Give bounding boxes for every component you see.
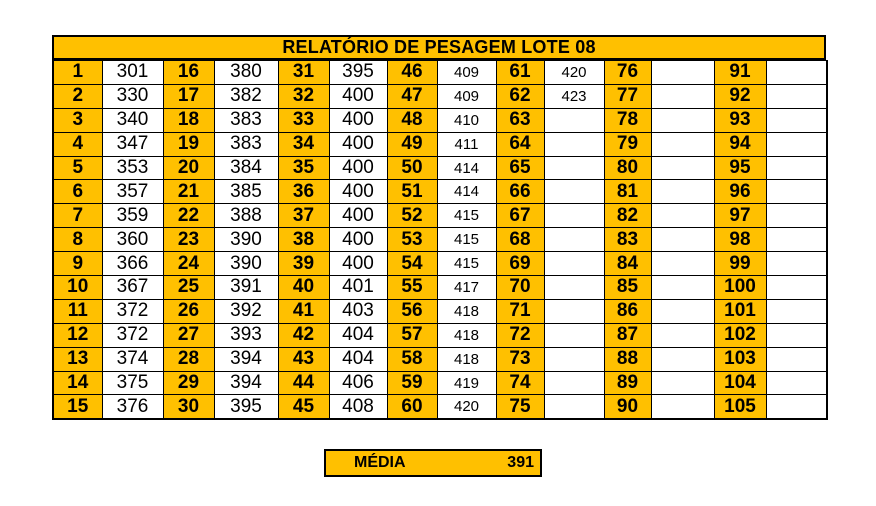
weighing-report: [52, 35, 826, 420]
weight-cell: 376: [102, 395, 163, 419]
animal-number-cell: 99: [714, 252, 766, 276]
weight-cell: 340: [102, 108, 163, 132]
animal-number-cell: 89: [604, 371, 651, 395]
weight-cell: [544, 132, 604, 156]
animal-number-cell: 15: [53, 395, 102, 419]
weight-cell: 301: [102, 61, 163, 85]
animal-number-cell: 84: [604, 252, 651, 276]
table-row: [53, 61, 827, 85]
animal-number-cell: 22: [163, 204, 214, 228]
weight-cell: [651, 61, 714, 85]
animal-number-cell: 63: [496, 108, 544, 132]
animal-number-cell: 7: [53, 204, 102, 228]
weight-cell: [544, 228, 604, 252]
animal-number-cell: 48: [387, 108, 437, 132]
weight-cell: 390: [214, 228, 278, 252]
animal-number-cell: 73: [496, 347, 544, 371]
animal-number-cell: 70: [496, 276, 544, 300]
weight-cell: [651, 276, 714, 300]
animal-number-cell: 93: [714, 108, 766, 132]
weight-cell: [544, 323, 604, 347]
animal-number-cell: 40: [278, 276, 329, 300]
weight-cell: 404: [329, 347, 387, 371]
animal-number-cell: 39: [278, 252, 329, 276]
animal-number-cell: 13: [53, 347, 102, 371]
animal-number-cell: 23: [163, 228, 214, 252]
weight-cell: [766, 276, 827, 300]
weight-cell: 400: [329, 252, 387, 276]
report-title: RELATÓRIO DE PESAGEM LOTE 08: [52, 35, 826, 60]
weight-cell: 382: [214, 84, 278, 108]
weight-cell: [766, 132, 827, 156]
weights-table: [52, 60, 828, 420]
table-row: [53, 299, 827, 323]
weight-cell: [766, 371, 827, 395]
weight-cell: [651, 180, 714, 204]
weight-cell: [766, 395, 827, 419]
weight-cell: [544, 276, 604, 300]
weight-cell: [651, 108, 714, 132]
animal-number-cell: 17: [163, 84, 214, 108]
animal-number-cell: 25: [163, 276, 214, 300]
weight-cell: 418: [437, 323, 496, 347]
weight-cell: 384: [214, 156, 278, 180]
animal-number-cell: 9: [53, 252, 102, 276]
animal-number-cell: 2: [53, 84, 102, 108]
animal-number-cell: 57: [387, 323, 437, 347]
animal-number-cell: 65: [496, 156, 544, 180]
animal-number-cell: 83: [604, 228, 651, 252]
animal-number-cell: 86: [604, 299, 651, 323]
animal-number-cell: 105: [714, 395, 766, 419]
weight-cell: [766, 347, 827, 371]
weight-cell: 383: [214, 132, 278, 156]
animal-number-cell: 52: [387, 204, 437, 228]
animal-number-cell: 101: [714, 299, 766, 323]
animal-number-cell: 60: [387, 395, 437, 419]
animal-number-cell: 88: [604, 347, 651, 371]
weight-cell: 408: [329, 395, 387, 419]
animal-number-cell: 42: [278, 323, 329, 347]
animal-number-cell: 50: [387, 156, 437, 180]
weight-cell: 415: [437, 252, 496, 276]
weight-cell: [651, 252, 714, 276]
weight-cell: 400: [329, 204, 387, 228]
animal-number-cell: 103: [714, 347, 766, 371]
weight-cell: [766, 180, 827, 204]
animal-number-cell: 32: [278, 84, 329, 108]
weights-table-body: [53, 61, 827, 419]
animal-number-cell: 16: [163, 61, 214, 85]
weight-cell: [544, 156, 604, 180]
animal-number-cell: 102: [714, 323, 766, 347]
weight-cell: 353: [102, 156, 163, 180]
weight-cell: 400: [329, 84, 387, 108]
weight-cell: 400: [329, 228, 387, 252]
weight-cell: 372: [102, 323, 163, 347]
weight-cell: 423: [544, 84, 604, 108]
table-row: [53, 180, 827, 204]
weight-cell: 414: [437, 156, 496, 180]
average-value: 391: [507, 454, 534, 471]
weight-cell: 366: [102, 252, 163, 276]
animal-number-cell: 78: [604, 108, 651, 132]
animal-number-cell: 98: [714, 228, 766, 252]
animal-number-cell: 1: [53, 61, 102, 85]
weight-cell: [766, 323, 827, 347]
weight-cell: 417: [437, 276, 496, 300]
weight-cell: 415: [437, 204, 496, 228]
animal-number-cell: 82: [604, 204, 651, 228]
weight-cell: 410: [437, 108, 496, 132]
weight-cell: 404: [329, 323, 387, 347]
weight-cell: 380: [214, 61, 278, 85]
weight-cell: 395: [329, 61, 387, 85]
weight-cell: [544, 371, 604, 395]
weight-cell: [766, 108, 827, 132]
weight-cell: 359: [102, 204, 163, 228]
table-row: [53, 347, 827, 371]
table-row: [53, 276, 827, 300]
animal-number-cell: 20: [163, 156, 214, 180]
animal-number-cell: 26: [163, 299, 214, 323]
weight-cell: 388: [214, 204, 278, 228]
animal-number-cell: 96: [714, 180, 766, 204]
weight-cell: 372: [102, 299, 163, 323]
weight-cell: 393: [214, 323, 278, 347]
weight-cell: [766, 252, 827, 276]
weight-cell: [651, 323, 714, 347]
weight-cell: 409: [437, 61, 496, 85]
animal-number-cell: 71: [496, 299, 544, 323]
weight-cell: [651, 228, 714, 252]
weight-cell: 357: [102, 180, 163, 204]
animal-number-cell: 61: [496, 61, 544, 85]
animal-number-cell: 14: [53, 371, 102, 395]
weight-cell: 414: [437, 180, 496, 204]
weight-cell: 409: [437, 84, 496, 108]
animal-number-cell: 67: [496, 204, 544, 228]
weight-cell: 394: [214, 371, 278, 395]
animal-number-cell: 80: [604, 156, 651, 180]
table-row: [53, 108, 827, 132]
table-row: [53, 156, 827, 180]
animal-number-cell: 75: [496, 395, 544, 419]
weight-cell: 391: [214, 276, 278, 300]
weight-cell: [651, 132, 714, 156]
animal-number-cell: 6: [53, 180, 102, 204]
weight-cell: [544, 347, 604, 371]
animal-number-cell: 35: [278, 156, 329, 180]
animal-number-cell: 58: [387, 347, 437, 371]
animal-number-cell: 97: [714, 204, 766, 228]
animal-number-cell: 38: [278, 228, 329, 252]
weight-cell: 415: [437, 228, 496, 252]
animal-number-cell: 95: [714, 156, 766, 180]
weight-cell: 367: [102, 276, 163, 300]
weight-cell: 420: [544, 61, 604, 85]
table-row: [53, 323, 827, 347]
weight-cell: 401: [329, 276, 387, 300]
animal-number-cell: 69: [496, 252, 544, 276]
weight-cell: [544, 299, 604, 323]
weight-cell: [544, 108, 604, 132]
weight-cell: [544, 395, 604, 419]
weight-cell: 418: [437, 347, 496, 371]
table-row: [53, 228, 827, 252]
weight-cell: 419: [437, 371, 496, 395]
animal-number-cell: 19: [163, 132, 214, 156]
weight-cell: [766, 228, 827, 252]
weight-cell: 400: [329, 108, 387, 132]
animal-number-cell: 36: [278, 180, 329, 204]
animal-number-cell: 4: [53, 132, 102, 156]
animal-number-cell: 74: [496, 371, 544, 395]
animal-number-cell: 43: [278, 347, 329, 371]
animal-number-cell: 8: [53, 228, 102, 252]
weight-cell: 390: [214, 252, 278, 276]
weight-cell: [766, 61, 827, 85]
weight-cell: [544, 180, 604, 204]
table-row: [53, 395, 827, 419]
animal-number-cell: 87: [604, 323, 651, 347]
weight-cell: 385: [214, 180, 278, 204]
animal-number-cell: 76: [604, 61, 651, 85]
animal-number-cell: 85: [604, 276, 651, 300]
average-label: MÉDIA: [354, 454, 406, 471]
weight-cell: 394: [214, 347, 278, 371]
weight-cell: 375: [102, 371, 163, 395]
animal-number-cell: 92: [714, 84, 766, 108]
weight-cell: 395: [214, 395, 278, 419]
weight-cell: 411: [437, 132, 496, 156]
weight-cell: 420: [437, 395, 496, 419]
animal-number-cell: 68: [496, 228, 544, 252]
animal-number-cell: 72: [496, 323, 544, 347]
weight-cell: 400: [329, 156, 387, 180]
animal-number-cell: 24: [163, 252, 214, 276]
animal-number-cell: 29: [163, 371, 214, 395]
animal-number-cell: 37: [278, 204, 329, 228]
animal-number-cell: 46: [387, 61, 437, 85]
weight-cell: 374: [102, 347, 163, 371]
weight-cell: [651, 395, 714, 419]
animal-number-cell: 90: [604, 395, 651, 419]
animal-number-cell: 3: [53, 108, 102, 132]
animal-number-cell: 56: [387, 299, 437, 323]
animal-number-cell: 44: [278, 371, 329, 395]
animal-number-cell: 53: [387, 228, 437, 252]
animal-number-cell: 28: [163, 347, 214, 371]
animal-number-cell: 59: [387, 371, 437, 395]
weight-cell: 360: [102, 228, 163, 252]
weight-cell: [651, 299, 714, 323]
average-box: [324, 449, 542, 477]
animal-number-cell: 51: [387, 180, 437, 204]
weight-cell: [766, 204, 827, 228]
weight-cell: 406: [329, 371, 387, 395]
animal-number-cell: 91: [714, 61, 766, 85]
table-row: [53, 204, 827, 228]
weight-cell: 383: [214, 108, 278, 132]
animal-number-cell: 62: [496, 84, 544, 108]
animal-number-cell: 41: [278, 299, 329, 323]
weight-cell: 418: [437, 299, 496, 323]
animal-number-cell: 47: [387, 84, 437, 108]
weight-cell: 392: [214, 299, 278, 323]
animal-number-cell: 100: [714, 276, 766, 300]
animal-number-cell: 10: [53, 276, 102, 300]
weight-cell: [651, 156, 714, 180]
table-row: [53, 252, 827, 276]
animal-number-cell: 79: [604, 132, 651, 156]
weight-cell: 330: [102, 84, 163, 108]
weight-cell: [766, 84, 827, 108]
table-row: [53, 132, 827, 156]
weight-cell: [766, 156, 827, 180]
animal-number-cell: 18: [163, 108, 214, 132]
animal-number-cell: 34: [278, 132, 329, 156]
animal-number-cell: 64: [496, 132, 544, 156]
weight-cell: 347: [102, 132, 163, 156]
animal-number-cell: 11: [53, 299, 102, 323]
animal-number-cell: 94: [714, 132, 766, 156]
animal-number-cell: 66: [496, 180, 544, 204]
animal-number-cell: 30: [163, 395, 214, 419]
weight-cell: [766, 299, 827, 323]
table-row: [53, 371, 827, 395]
weight-cell: [651, 84, 714, 108]
table-row: [53, 84, 827, 108]
animal-number-cell: 45: [278, 395, 329, 419]
animal-number-cell: 81: [604, 180, 651, 204]
weight-cell: [544, 252, 604, 276]
weight-cell: 400: [329, 180, 387, 204]
animal-number-cell: 104: [714, 371, 766, 395]
animal-number-cell: 33: [278, 108, 329, 132]
weight-cell: 400: [329, 132, 387, 156]
animal-number-cell: 31: [278, 61, 329, 85]
animal-number-cell: 49: [387, 132, 437, 156]
weight-cell: [651, 347, 714, 371]
weight-cell: [651, 204, 714, 228]
animal-number-cell: 12: [53, 323, 102, 347]
animal-number-cell: 55: [387, 276, 437, 300]
animal-number-cell: 21: [163, 180, 214, 204]
animal-number-cell: 54: [387, 252, 437, 276]
weight-cell: [651, 371, 714, 395]
weight-cell: [544, 204, 604, 228]
weight-cell: 403: [329, 299, 387, 323]
animal-number-cell: 5: [53, 156, 102, 180]
animal-number-cell: 77: [604, 84, 651, 108]
animal-number-cell: 27: [163, 323, 214, 347]
